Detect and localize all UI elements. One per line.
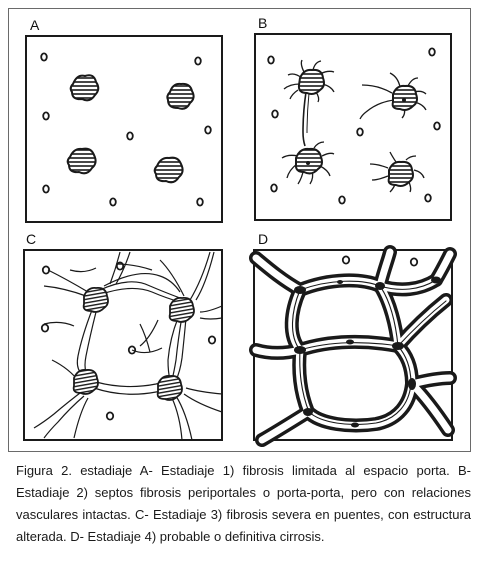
panel-b [255,15,451,220]
portal-tract [71,75,99,100]
central-veins [268,48,440,203]
fibrous-septum [303,92,306,146]
panel-a-letter: A [30,17,40,33]
portal-tract [74,370,98,394]
panel-d-letter: D [258,231,269,247]
panel-b-letter: B [258,15,268,31]
portal-tract [155,158,183,183]
panel-b-border [255,34,451,220]
fibrous-septum [307,93,309,133]
portal-tract [68,149,96,174]
figure-caption: Figura 2. estadiaje A- Estadiaje 1) fibrosis limitada al espacio porta. B-Estadiaje 2) septos fibrosis periportales o porta-porta, pero con relaciones vasculares intactas. C- Estadiaje 3) fibrosis severa en puentes, con estructura alterada. D- Estadiaje 4) probable o definitiva cirrosis. [16,463,471,544]
panel-c [24,231,222,440]
portal-tract-with-septa [370,152,424,192]
panel-a [26,17,222,222]
panel-a-border [26,36,222,222]
portal-tract [170,298,194,322]
portal-tract [167,84,193,109]
cirrhotic-septa [256,252,450,440]
bridging-septa [34,252,222,440]
portal-tract [84,288,108,312]
portal-tract-with-septa [360,73,426,119]
panel-d [254,231,452,440]
panel-c-border [24,250,222,440]
central-veins [42,262,215,419]
panel-c-letter: C [26,231,37,247]
central-veins [41,53,211,205]
portal-tract-with-septa [282,142,334,184]
portal-tract [158,376,182,400]
